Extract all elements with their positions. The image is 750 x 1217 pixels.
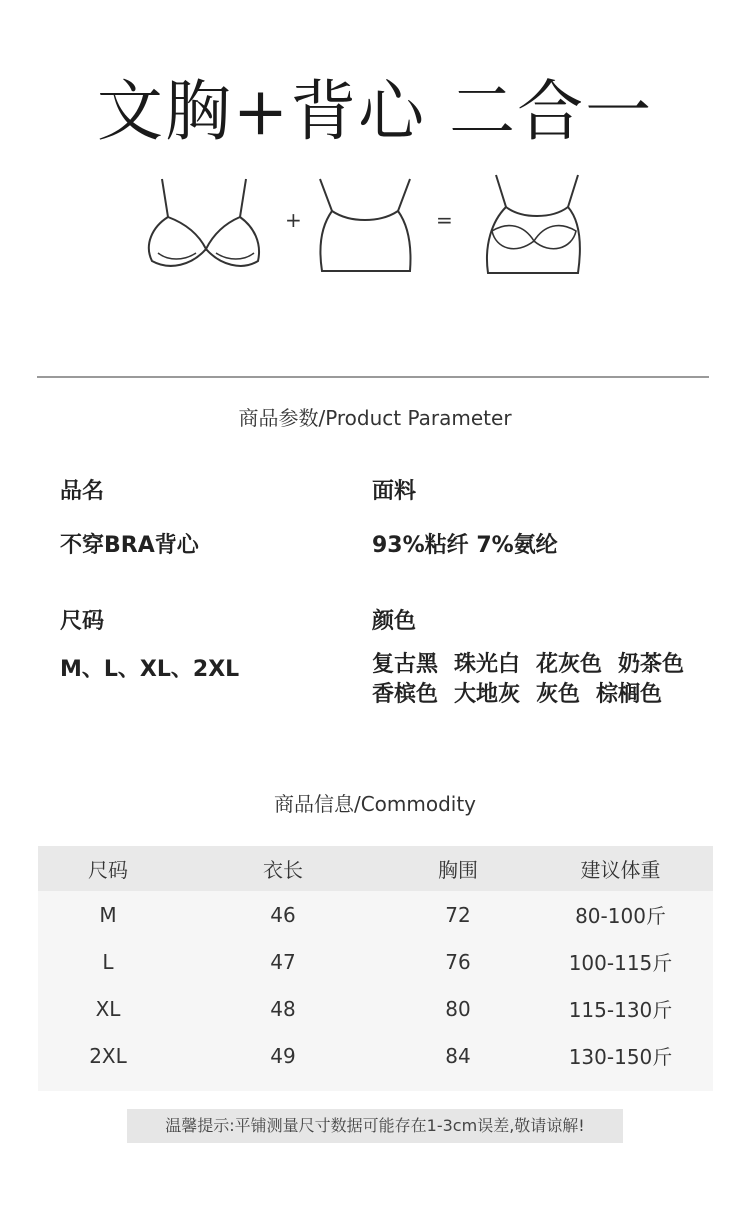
color-list [372,650,732,710]
cell-size: M [99,902,117,927]
header-size: 尺码 [88,858,128,882]
plus-sign: + [285,208,302,232]
color-item: 奶茶色 [618,652,685,677]
table-row [38,938,713,985]
color-item: 棕榈色 [596,682,663,707]
color-item: 复古黑 [372,652,439,677]
measurement-notice: 温馨提示:平铺测量尺寸数据可能存在1-3cm误差,敬请谅解! [127,1109,623,1143]
cell-length: 46 [270,902,296,927]
cell-weight: 100-115斤 [568,951,673,975]
commodity-section-title: 商品信息/Commodity [273,792,477,816]
cell-size: XL [95,996,121,1021]
cell-length: 49 [270,1043,296,1068]
cell-bust: 84 [445,1043,471,1068]
header-bust: 胸围 [438,858,478,882]
fabric-label: 面料 [372,479,417,504]
color-item: 大地灰 [454,682,521,707]
color-item: 灰色 [536,682,581,707]
table-row [38,985,713,1032]
header-weight: 建议体重 [580,858,661,882]
cell-weight: 115-130斤 [568,998,673,1022]
color-item: 珠光白 [454,652,521,677]
color-item: 香槟色 [372,682,439,707]
cell-weight: 80-100斤 [575,904,666,928]
headline: 文胸+背心 二合一 [96,73,654,150]
table-row [38,891,713,938]
color-label: 颜色 [372,609,417,634]
name-label: 品名 [60,479,105,504]
cell-weight: 130-150斤 [568,1045,673,1069]
size-table [38,846,713,1091]
name-value: 不穿BRA背心 [60,533,199,558]
color-item: 花灰色 [536,652,603,677]
equals-sign: = [436,208,453,232]
cell-bust: 76 [445,949,471,974]
section-divider [37,376,709,378]
vest-icon [320,179,411,271]
cell-length: 48 [270,996,296,1021]
cell-size: 2XL [89,1043,127,1068]
size-value: M、L、XL、2XL [60,657,240,682]
cell-size: L [102,949,114,974]
cell-bust: 80 [445,996,471,1021]
cell-bust: 72 [445,902,471,927]
bra-plus-vest-illustration [130,165,610,285]
table-header [38,846,713,891]
header-length: 衣长 [263,858,303,882]
fabric-value: 93%粘纤 7%氨纶 [372,533,558,558]
bra-icon [149,179,259,266]
size-label: 尺码 [60,609,105,634]
table-row [38,1032,713,1079]
cell-length: 47 [270,949,296,974]
combined-bra-vest-icon [487,175,580,273]
param-section-title: 商品参数/Product Parameter [238,406,512,430]
